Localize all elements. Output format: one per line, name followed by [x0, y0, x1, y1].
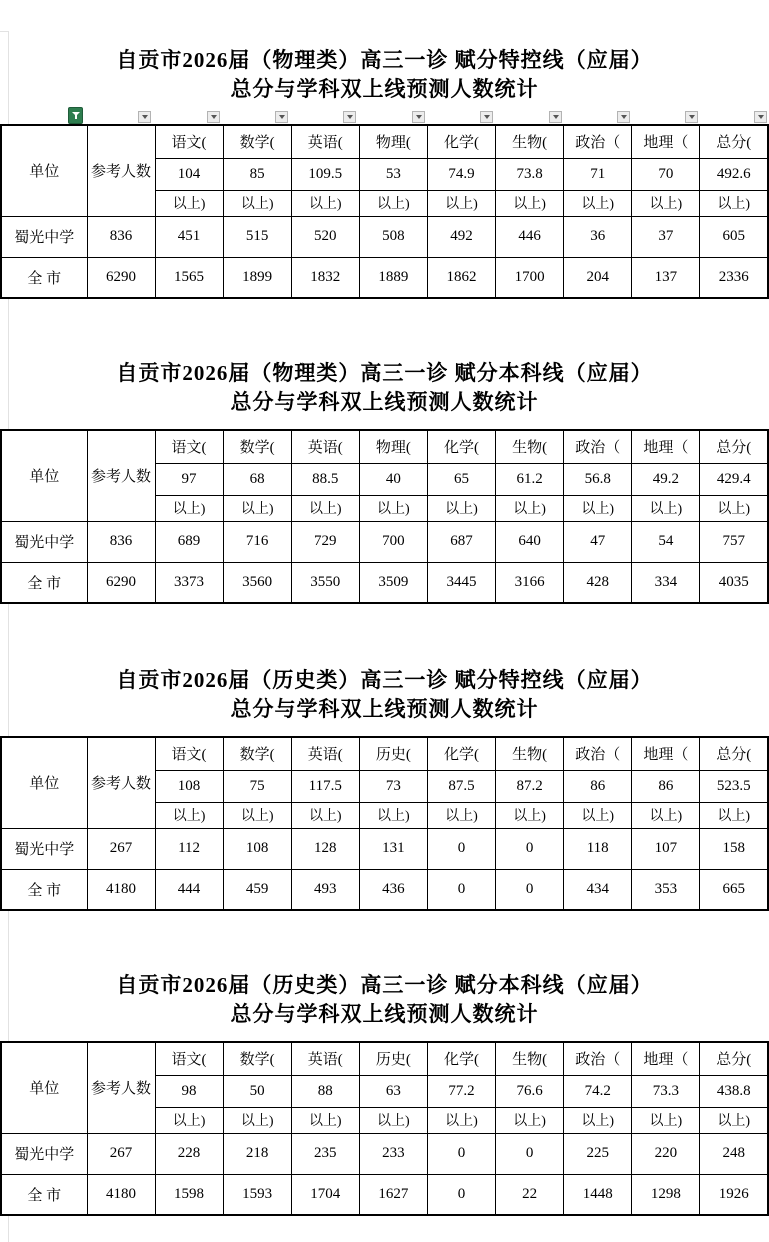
count-header-cell: 参考人数 — [87, 430, 155, 521]
subject-header-cell: 语文( — [155, 430, 223, 463]
value-cell: 108 — [223, 828, 291, 869]
value-cell: 4035 — [700, 562, 768, 603]
threshold-cell: 53 — [359, 158, 427, 190]
value-cell: 3550 — [291, 562, 359, 603]
threshold-cell: 75 — [223, 770, 291, 802]
suffix-cell: 以上) — [496, 495, 564, 521]
value-cell: 0 — [427, 1133, 495, 1174]
suffix-cell: 以上) — [632, 495, 700, 521]
suffix-cell: 以上) — [291, 802, 359, 828]
count-header-cell: 参考人数 — [87, 1042, 155, 1133]
table-title-line2: 总分与学科双上线预测人数统计 — [230, 77, 539, 101]
suffix-cell: 以上) — [700, 1107, 768, 1133]
suffix-cell: 以上) — [700, 802, 768, 828]
unit-header-cell: 单位 — [1, 430, 87, 521]
subject-header-cell: 化学( — [427, 125, 495, 158]
threshold-cell: 61.2 — [496, 463, 564, 495]
threshold-cell: 63 — [359, 1075, 427, 1107]
value-cell: 2336 — [700, 257, 768, 298]
suffix-cell: 以上) — [496, 1107, 564, 1133]
chevron-down-icon — [416, 115, 422, 119]
count-header-cell: 参考人数 — [87, 125, 155, 216]
header-row-subjects — [1, 737, 768, 770]
suffix-cell: 以上) — [496, 190, 564, 216]
threshold-cell: 87.2 — [496, 770, 564, 802]
suffix-cell: 以上) — [359, 190, 427, 216]
subject-header-cell: 语文( — [155, 737, 223, 770]
value-cell: 3373 — [155, 562, 223, 603]
count-cell: 4180 — [87, 869, 155, 910]
subject-header-cell: 地理（ — [632, 737, 700, 770]
table-title-line2: 总分与学科双上线预测人数统计 — [230, 390, 539, 414]
threshold-cell: 88 — [291, 1075, 359, 1107]
value-cell: 700 — [359, 521, 427, 562]
value-cell: 353 — [632, 869, 700, 910]
active-filter-button[interactable] — [68, 107, 83, 124]
suffix-cell: 以上) — [564, 1107, 632, 1133]
value-cell: 3509 — [359, 562, 427, 603]
threshold-cell: 73 — [359, 770, 427, 802]
subject-header-cell: 数学( — [223, 125, 291, 158]
value-cell: 1565 — [155, 257, 223, 298]
subject-header-cell: 政治（ — [564, 1042, 632, 1075]
suffix-cell: 以上) — [359, 802, 427, 828]
filter-dropdown-button[interactable] — [617, 111, 630, 123]
filter-dropdown-button[interactable] — [275, 111, 288, 123]
value-cell: 520 — [291, 216, 359, 257]
count-cell: 267 — [87, 828, 155, 869]
value-cell: 451 — [155, 216, 223, 257]
stats-table-1 — [0, 124, 769, 299]
value-cell: 1700 — [496, 257, 564, 298]
table-section-4 — [0, 911, 769, 1216]
table-row — [1, 562, 768, 603]
suffix-cell: 以上) — [223, 495, 291, 521]
value-cell: 1298 — [632, 1174, 700, 1215]
value-cell: 36 — [564, 216, 632, 257]
value-cell: 1832 — [291, 257, 359, 298]
value-cell: 204 — [564, 257, 632, 298]
value-cell: 3560 — [223, 562, 291, 603]
value-cell: 0 — [427, 828, 495, 869]
chevron-down-icon — [142, 115, 148, 119]
value-cell: 1899 — [223, 257, 291, 298]
chevron-down-icon — [484, 115, 490, 119]
subject-header-cell: 化学( — [427, 737, 495, 770]
threshold-cell: 76.6 — [496, 1075, 564, 1107]
value-cell: 0 — [496, 1133, 564, 1174]
value-cell: 1889 — [359, 257, 427, 298]
suffix-cell: 以上) — [291, 190, 359, 216]
threshold-cell: 71 — [564, 158, 632, 190]
value-cell: 493 — [291, 869, 359, 910]
subject-header-cell: 总分( — [700, 737, 768, 770]
table-row — [1, 1174, 768, 1215]
subject-header-cell: 数学( — [223, 737, 291, 770]
value-cell: 334 — [632, 562, 700, 603]
suffix-cell: 以上) — [700, 495, 768, 521]
suffix-cell: 以上) — [223, 190, 291, 216]
table-section-1 — [0, 0, 769, 299]
value-cell: 233 — [359, 1133, 427, 1174]
chevron-down-icon — [621, 115, 627, 119]
threshold-cell: 40 — [359, 463, 427, 495]
autofilter-bar — [0, 104, 769, 124]
value-cell: 0 — [427, 1174, 495, 1215]
suffix-cell: 以上) — [427, 802, 495, 828]
filter-dropdown-button[interactable] — [138, 111, 151, 123]
threshold-cell: 50 — [223, 1075, 291, 1107]
suffix-cell: 以上) — [359, 495, 427, 521]
subject-header-cell: 生物( — [496, 737, 564, 770]
funnel-filter-icon — [72, 112, 80, 119]
stats-table-2 — [0, 429, 769, 604]
subject-header-cell: 物理( — [359, 430, 427, 463]
value-cell: 220 — [632, 1133, 700, 1174]
unit-cell: 蜀光中学 — [1, 1133, 87, 1174]
value-cell: 428 — [564, 562, 632, 603]
filter-dropdown-button[interactable] — [412, 111, 425, 123]
filter-dropdown-button[interactable] — [754, 111, 767, 123]
suffix-cell: 以上) — [700, 190, 768, 216]
unit-cell: 蜀光中学 — [1, 828, 87, 869]
table-title — [0, 359, 769, 417]
table-title-line2: 总分与学科双上线预测人数统计 — [230, 1002, 539, 1026]
threshold-cell: 98 — [155, 1075, 223, 1107]
suffix-cell: 以上) — [155, 190, 223, 216]
subject-header-cell: 数学( — [223, 430, 291, 463]
subject-header-cell: 语文( — [155, 1042, 223, 1075]
value-cell: 54 — [632, 521, 700, 562]
threshold-cell: 70 — [632, 158, 700, 190]
filter-dropdown-button[interactable] — [207, 111, 220, 123]
threshold-cell: 74.9 — [427, 158, 495, 190]
value-cell: 640 — [496, 521, 564, 562]
threshold-cell: 104 — [155, 158, 223, 190]
table-title-line1: 自贡市2026届（物理类）高三一诊 赋分特控线（应届） — [116, 48, 653, 72]
threshold-cell: 429.4 — [700, 463, 768, 495]
subject-header-cell: 语文( — [155, 125, 223, 158]
threshold-cell: 56.8 — [564, 463, 632, 495]
value-cell: 729 — [291, 521, 359, 562]
table-row — [1, 1133, 768, 1174]
suffix-cell: 以上) — [155, 495, 223, 521]
subject-header-cell: 地理（ — [632, 430, 700, 463]
suffix-cell: 以上) — [291, 495, 359, 521]
subject-header-cell: 政治（ — [564, 125, 632, 158]
subject-header-cell: 生物( — [496, 125, 564, 158]
value-cell: 47 — [564, 521, 632, 562]
threshold-cell: 87.5 — [427, 770, 495, 802]
unit-header-cell: 单位 — [1, 125, 87, 216]
value-cell: 716 — [223, 521, 291, 562]
table-row — [1, 521, 768, 562]
table-title-line2: 总分与学科双上线预测人数统计 — [230, 697, 539, 721]
suffix-cell: 以上) — [155, 802, 223, 828]
threshold-cell: 73.8 — [496, 158, 564, 190]
suffix-cell: 以上) — [223, 802, 291, 828]
value-cell: 158 — [700, 828, 768, 869]
threshold-cell: 86 — [564, 770, 632, 802]
subject-header-cell: 英语( — [291, 1042, 359, 1075]
value-cell: 1704 — [291, 1174, 359, 1215]
subject-header-cell: 总分( — [700, 125, 768, 158]
header-row-subjects — [1, 125, 768, 158]
subject-header-cell: 英语( — [291, 737, 359, 770]
suffix-cell: 以上) — [359, 1107, 427, 1133]
chevron-down-icon — [689, 115, 695, 119]
value-cell: 248 — [700, 1133, 768, 1174]
filter-dropdown-button[interactable] — [685, 111, 698, 123]
unit-cell: 全 市 — [1, 869, 87, 910]
value-cell: 107 — [632, 828, 700, 869]
threshold-cell: 73.3 — [632, 1075, 700, 1107]
unit-cell: 全 市 — [1, 1174, 87, 1215]
value-cell: 1862 — [427, 257, 495, 298]
suffix-cell: 以上) — [564, 190, 632, 216]
table-row — [1, 216, 768, 257]
value-cell: 508 — [359, 216, 427, 257]
suffix-cell: 以上) — [564, 802, 632, 828]
threshold-cell: 85 — [223, 158, 291, 190]
chevron-down-icon — [758, 115, 764, 119]
header-row-subjects — [1, 1042, 768, 1075]
filter-dropdown-button[interactable] — [343, 111, 356, 123]
subject-header-cell: 总分( — [700, 1042, 768, 1075]
value-cell: 225 — [564, 1133, 632, 1174]
chevron-down-icon — [279, 115, 285, 119]
table-title — [0, 46, 769, 104]
chevron-down-icon — [211, 115, 217, 119]
count-cell: 836 — [87, 521, 155, 562]
value-cell: 128 — [291, 828, 359, 869]
value-cell: 515 — [223, 216, 291, 257]
threshold-cell: 117.5 — [291, 770, 359, 802]
suffix-cell: 以上) — [632, 1107, 700, 1133]
count-header-cell: 参考人数 — [87, 737, 155, 828]
threshold-cell: 86 — [632, 770, 700, 802]
subject-header-cell: 化学( — [427, 1042, 495, 1075]
threshold-cell: 77.2 — [427, 1075, 495, 1107]
threshold-cell: 492.6 — [700, 158, 768, 190]
table-section-2 — [0, 299, 769, 604]
count-cell: 4180 — [87, 1174, 155, 1215]
value-cell: 0 — [427, 869, 495, 910]
count-cell: 6290 — [87, 257, 155, 298]
suffix-cell: 以上) — [155, 1107, 223, 1133]
stats-table-4 — [0, 1041, 769, 1216]
chevron-down-icon — [347, 115, 353, 119]
value-cell: 444 — [155, 869, 223, 910]
value-cell: 3166 — [496, 562, 564, 603]
threshold-cell: 109.5 — [291, 158, 359, 190]
threshold-cell: 65 — [427, 463, 495, 495]
table-title — [0, 666, 769, 724]
unit-header-cell: 单位 — [1, 1042, 87, 1133]
suffix-cell: 以上) — [564, 495, 632, 521]
value-cell: 0 — [496, 869, 564, 910]
chevron-down-icon — [553, 115, 559, 119]
value-cell: 137 — [632, 257, 700, 298]
unit-header-cell: 单位 — [1, 737, 87, 828]
value-cell: 235 — [291, 1133, 359, 1174]
threshold-cell: 74.2 — [564, 1075, 632, 1107]
subject-header-cell: 历史( — [359, 1042, 427, 1075]
table-title-line1: 自贡市2026届（历史类）高三一诊 赋分本科线（应届） — [116, 973, 653, 997]
value-cell: 37 — [632, 216, 700, 257]
value-cell: 131 — [359, 828, 427, 869]
count-cell: 836 — [87, 216, 155, 257]
suffix-cell: 以上) — [427, 495, 495, 521]
suffix-cell: 以上) — [291, 1107, 359, 1133]
subject-header-cell: 历史( — [359, 737, 427, 770]
value-cell: 436 — [359, 869, 427, 910]
threshold-cell: 108 — [155, 770, 223, 802]
value-cell: 118 — [564, 828, 632, 869]
subject-header-cell: 数学( — [223, 1042, 291, 1075]
subject-header-cell: 英语( — [291, 430, 359, 463]
value-cell: 434 — [564, 869, 632, 910]
suffix-cell: 以上) — [427, 190, 495, 216]
subject-header-cell: 生物( — [496, 1042, 564, 1075]
subject-header-cell: 物理( — [359, 125, 427, 158]
value-cell: 228 — [155, 1133, 223, 1174]
filter-dropdown-button[interactable] — [549, 111, 562, 123]
suffix-cell: 以上) — [427, 1107, 495, 1133]
suffix-cell: 以上) — [496, 802, 564, 828]
table-title-line1: 自贡市2026届（历史类）高三一诊 赋分特控线（应届） — [116, 668, 653, 692]
unit-cell: 蜀光中学 — [1, 521, 87, 562]
value-cell: 218 — [223, 1133, 291, 1174]
count-cell: 6290 — [87, 562, 155, 603]
value-cell: 112 — [155, 828, 223, 869]
subject-header-cell: 地理（ — [632, 1042, 700, 1075]
value-cell: 492 — [427, 216, 495, 257]
threshold-cell: 523.5 — [700, 770, 768, 802]
unit-cell: 全 市 — [1, 257, 87, 298]
subject-header-cell: 化学( — [427, 430, 495, 463]
value-cell: 605 — [700, 216, 768, 257]
table-row — [1, 257, 768, 298]
threshold-cell: 438.8 — [700, 1075, 768, 1107]
table-row — [1, 869, 768, 910]
value-cell: 1598 — [155, 1174, 223, 1215]
subject-header-cell: 总分( — [700, 430, 768, 463]
value-cell: 446 — [496, 216, 564, 257]
stats-table-3 — [0, 736, 769, 911]
threshold-cell: 49.2 — [632, 463, 700, 495]
value-cell: 1593 — [223, 1174, 291, 1215]
funnel-stem — [75, 115, 77, 119]
value-cell: 1627 — [359, 1174, 427, 1215]
subject-header-cell: 地理（ — [632, 125, 700, 158]
value-cell: 0 — [496, 828, 564, 869]
unit-cell: 全 市 — [1, 562, 87, 603]
value-cell: 459 — [223, 869, 291, 910]
subject-header-cell: 英语( — [291, 125, 359, 158]
value-cell: 689 — [155, 521, 223, 562]
value-cell: 1448 — [564, 1174, 632, 1215]
suffix-cell: 以上) — [632, 190, 700, 216]
filter-dropdown-button[interactable] — [480, 111, 493, 123]
subject-header-cell: 政治（ — [564, 430, 632, 463]
subject-header-cell: 政治（ — [564, 737, 632, 770]
value-cell: 22 — [496, 1174, 564, 1215]
suffix-cell: 以上) — [223, 1107, 291, 1133]
unit-cell: 蜀光中学 — [1, 216, 87, 257]
count-cell: 267 — [87, 1133, 155, 1174]
header-row-subjects — [1, 430, 768, 463]
value-cell: 665 — [700, 869, 768, 910]
table-section-3 — [0, 604, 769, 911]
threshold-cell: 68 — [223, 463, 291, 495]
suffix-cell: 以上) — [632, 802, 700, 828]
value-cell: 687 — [427, 521, 495, 562]
value-cell: 1926 — [700, 1174, 768, 1215]
table-title-line1: 自贡市2026届（物理类）高三一诊 赋分本科线（应届） — [116, 361, 653, 385]
value-cell: 757 — [700, 521, 768, 562]
subject-header-cell: 生物( — [496, 430, 564, 463]
threshold-cell: 88.5 — [291, 463, 359, 495]
table-title — [0, 971, 769, 1029]
threshold-cell: 97 — [155, 463, 223, 495]
table-row — [1, 828, 768, 869]
value-cell: 3445 — [427, 562, 495, 603]
